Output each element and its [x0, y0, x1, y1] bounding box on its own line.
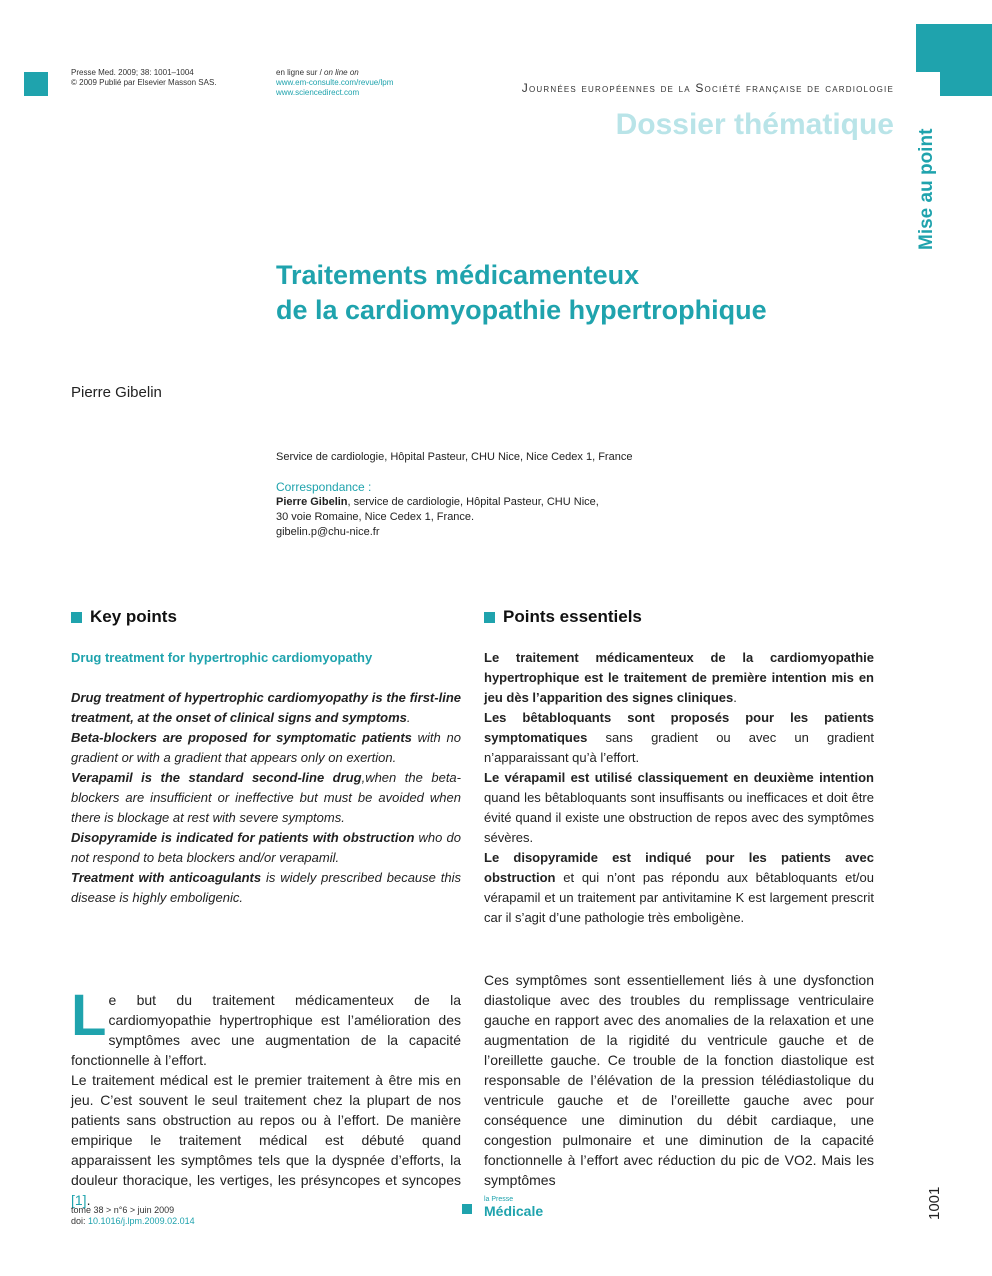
doi-label: doi:	[71, 1216, 89, 1226]
key-point-bold: Treatment with anticoagulants	[71, 870, 262, 885]
point-essentiel-item	[484, 648, 874, 708]
reference-link[interactable]: [1]	[71, 1192, 87, 1208]
affiliation: Service de cardiologie, Hôpital Pasteur, CHU Nice, Nice Cedex 1, France	[276, 451, 633, 463]
key-point-bold: Verapamil is the standard second-line drug	[71, 770, 362, 785]
key-points-subheading: Drug treatment for hypertrophic cardiomyopathy	[71, 650, 373, 665]
key-points-heading	[71, 607, 177, 627]
online-block	[276, 68, 393, 98]
key-point-bold: Beta-blockers are proposed for symptomatic patients	[71, 730, 412, 745]
point-essentiel-item	[484, 768, 874, 848]
logo-square-icon	[462, 1204, 472, 1214]
sciencedirect-link[interactable]: www.sciencedirect.com	[276, 88, 360, 97]
correspondence-label: Correspondance :	[276, 480, 372, 494]
point-essentiel-rest: quand les bêtabloquants sont insuffisants ou inefficaces et doit être évité quand il existe une obstruction de repos avec des symptômes sévères.	[484, 790, 874, 845]
dossier-label: Dossier thématique	[615, 108, 894, 141]
point-essentiel-item	[484, 848, 874, 928]
key-points-list	[71, 688, 461, 908]
point-essentiel-bold: Le disopyramide est indiqué pour les patients avec obstruction	[484, 850, 874, 885]
point-essentiel-bold: Le vérapamil est utilisé classiquement en deuxième intention	[484, 770, 874, 785]
journal-banner: Journées européennes de la Société française de cardiologie	[521, 81, 894, 95]
body-paragraph-1-text: e but du traitement médicamenteux de la cardiomyopathie hypertrophique est l’amélioration des symptômes avec une augmentation de la capacité fonctionnelle à l’effort.	[71, 992, 461, 1068]
issue-line: tome 38 > n°6 > juin 2009	[71, 1205, 175, 1215]
corner-square	[24, 72, 48, 96]
title-line-2: de la cardiomyopathie hypertrophique	[276, 295, 767, 325]
key-point-item	[71, 688, 461, 728]
body-paragraph-2-text: Le traitement médical est le premier traitement à être mis en jeu. C’est souvent le seul traitement chez la plupart de nos patients sans obstruction au repos ou à l’effort. De manière empirique le traitement médical est débuté quand apparaissent les symptômes tels que la dyspnée d’efforts, la douleur thoracique, les vertiges, les présyncopes et syncopes	[71, 1072, 461, 1188]
section-tab-block	[916, 24, 992, 72]
copyright-line: © 2009 Publié par Elsevier Masson SAS.	[71, 78, 217, 87]
citation-block	[71, 68, 217, 88]
key-point-rest: with no gradient or with a gradient that appears only on exertion.	[71, 730, 461, 765]
points-essentiels-heading-text: Points essentiels	[503, 607, 642, 626]
key-point-item	[71, 828, 461, 868]
logo-big-text: Médicale	[484, 1203, 544, 1219]
point-essentiel-item	[484, 708, 874, 768]
heading-square-icon	[71, 612, 82, 623]
point-essentiel-rest: .	[733, 690, 737, 705]
body-paragraph-3: Ces symptômes sont essentiellement liés à une dysfonction diastolique avec des troubles du remplissage ventriculaire gauche en rapport avec des anomalies de la relaxation et une augmentation de la rigidité du ventricule gauche et de l’oreillette gauche. Ce trouble de la fonction diastolique est responsable de l’élévation de la pression télédiastolique du ventricule gauche et de l’oreillette gauche avec pour conséquence une diminution du débit cardiaque, une congestion pulmonaire et une diminution de la capacité fonctionnelle à l’effort avec réduction du pic de VO2. Mais les symptômes	[484, 972, 874, 1188]
correspondence-email[interactable]: gibelin.p@chu-nice.fr	[276, 526, 380, 538]
online-label-fr: en ligne sur /	[276, 68, 325, 77]
title-line-1: Traitements médicamenteux	[276, 260, 640, 290]
online-label	[276, 68, 393, 78]
key-points-heading-text: Key points	[90, 607, 177, 626]
key-point-rest: is widely prescribed because this disease is highly emboligenic.	[71, 870, 461, 905]
journal-logo	[484, 1196, 543, 1218]
article-title	[276, 258, 876, 328]
correspondence-line-1	[276, 495, 599, 510]
dropcap: L	[71, 983, 107, 1048]
body-paragraph-2	[71, 1070, 461, 1210]
body-column-right	[484, 970, 874, 1190]
doi-link[interactable]: 10.1016/j.lpm.2009.02.014	[88, 1216, 195, 1226]
point-essentiel-rest: et qui n’ont pas répondu aux bêtabloquants et/ou vérapamil et un traitement par antivitamine K est largement prescrit car il s’agit d’une pathologie très emboligène.	[484, 870, 874, 925]
em-consulte-link[interactable]: www.em-consulte.com/revue/lpm	[276, 78, 394, 87]
author: Pierre Gibelin	[71, 384, 162, 401]
point-essentiel-bold: Les bêtabloquants sont proposés pour les patients symptomatiques	[484, 710, 874, 745]
key-point-item	[71, 728, 461, 768]
key-point-item	[71, 768, 461, 828]
correspondence-block	[276, 480, 599, 540]
body-paragraph-1	[71, 964, 461, 1070]
points-essentiels-list	[484, 648, 874, 928]
key-point-rest: .	[406, 710, 411, 725]
key-point-rest: ,when the beta-blockers are insufficient or ineffective but must be avoided when there is blockage at rest with severe symptoms.	[71, 770, 461, 825]
body-paragraph-2-end: .	[86, 1192, 91, 1208]
correspondence-line-2: 30 voie Romaine, Nice Cedex 1, France.	[276, 511, 475, 523]
key-point-item	[71, 868, 461, 908]
key-point-bold: Drug treatment of hypertrophic cardiomyopathy is the first-line treatment, at the onset of clinical signs and symptoms	[71, 690, 461, 725]
body-column-left	[71, 964, 461, 1210]
correspondence-address-1: , service de cardiologie, Hôpital Pasteur, CHU Nice,	[347, 496, 599, 508]
points-essentiels-heading	[484, 607, 642, 627]
citation-line: Presse Med. 2009; 38: 1001–1004	[71, 68, 194, 77]
section-tab-label: Mise au point	[916, 128, 937, 250]
key-point-rest: who do not respond to beta blockers and/or verapamil.	[71, 830, 461, 865]
footer-issue-block	[71, 1205, 195, 1227]
doi-line	[71, 1216, 195, 1227]
key-point-bold: Disopyramide is indicated for patients with obstruction	[71, 830, 415, 845]
point-essentiel-bold: Le traitement médicamenteux de la cardiomyopathie hypertrophique est le traitement de première intention mis en jeu dès l’apparition des signes cliniques	[484, 650, 874, 705]
correspondence-name: Pierre Gibelin	[276, 496, 348, 508]
logo-small-text: la Presse	[484, 1196, 514, 1203]
online-label-en: on line on	[324, 68, 359, 77]
point-essentiel-rest: sans gradient ou avec un gradient n’apparaissant qu’à l’effort.	[484, 730, 874, 765]
heading-square-icon	[484, 612, 495, 623]
page-number: 1001	[926, 1186, 943, 1220]
